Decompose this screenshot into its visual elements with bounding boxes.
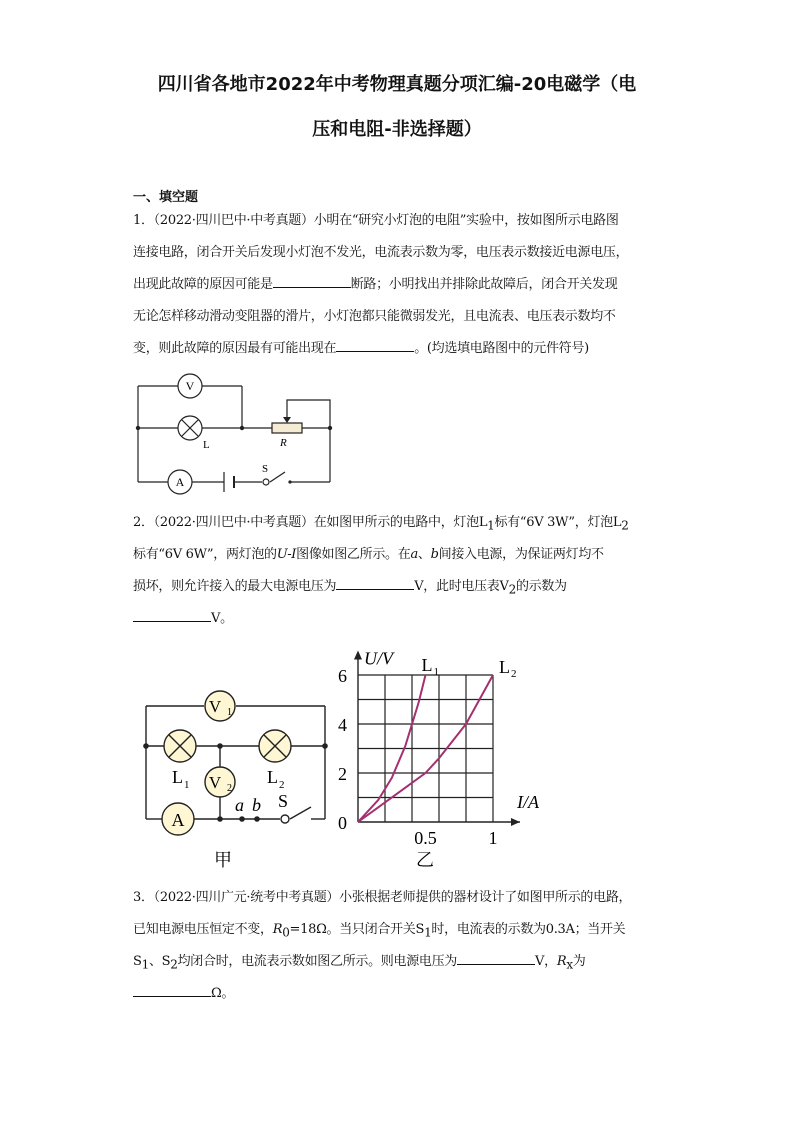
origin-label: 0 <box>338 813 347 833</box>
v1-subscript: 1 <box>227 707 232 718</box>
q2-text: 、 <box>417 547 431 562</box>
junction-dot <box>136 426 140 430</box>
answer-blank[interactable] <box>457 948 535 965</box>
q3-text: =18Ω。当只闭合开关S <box>289 922 425 937</box>
q3-line2 <box>133 914 661 946</box>
q1-line5 <box>133 333 661 365</box>
y-tick-label: 6 <box>338 666 347 686</box>
q1-line4: 无论怎样移动滑动变阻器的滑片，小灯泡都只能微弱发光，且电流表、电压表示数均不 <box>133 309 616 324</box>
lamp-l2-symbol <box>259 730 291 791</box>
q2-text: 2．（2022·四川巴中·中考真题）在如图甲所示的电路中，灯泡L <box>133 515 488 530</box>
q3-line1: 3．（2022·四川广元·统考中考真题）小张根据老师提供的器材设计了如图甲所示的电路， <box>133 890 632 905</box>
question-1 <box>133 205 661 365</box>
switch-symbol <box>262 463 292 485</box>
switch-label: S <box>262 463 269 475</box>
junction-dot <box>217 816 223 822</box>
figure-yi-chart <box>330 644 540 874</box>
answer-blank[interactable] <box>273 271 351 288</box>
q2-text: 标有“6V 3W”，灯泡L <box>494 515 622 530</box>
question-2 <box>133 507 661 635</box>
junction-dot <box>328 426 332 430</box>
q2-italic: U-I <box>276 547 297 562</box>
q3-text: 已知电源电压恒定不变， <box>133 922 273 937</box>
series-label: L <box>421 655 433 675</box>
q3-italic: R <box>272 922 283 937</box>
q2-text: 间接入电源，为保证两灯均不 <box>438 547 604 562</box>
y-axis-arrow <box>354 651 362 660</box>
v2-label: V <box>208 773 222 792</box>
terminal-b-label: b <box>252 795 261 815</box>
subscript: 2 <box>621 518 629 533</box>
q3-text: 时，电流表的示数为0.3A；当开关 <box>431 922 626 937</box>
ammeter-symbol <box>168 470 192 494</box>
lamp-l1-symbol <box>164 730 196 791</box>
junction-dot <box>322 743 328 749</box>
subscript: 2 <box>170 957 178 972</box>
l1-label: L <box>172 767 183 787</box>
q2-line3 <box>133 571 661 603</box>
subscript: 1 <box>487 518 495 533</box>
ammeter-label: A <box>171 810 185 830</box>
series-label-subscript: 1 <box>433 666 439 678</box>
q1-circuit-diagram <box>130 368 340 498</box>
lamp-label: L <box>203 439 210 451</box>
q3-line3 <box>133 946 661 978</box>
terminal-a-label: a <box>235 795 244 815</box>
series-label-subscript: 2 <box>511 668 517 680</box>
q2-text: 标有“6V 6W”，两灯泡的 <box>133 547 277 562</box>
q3-text: 为 <box>572 954 586 969</box>
voltmeter-label: V <box>185 379 195 393</box>
q3-text: 、S <box>148 954 171 969</box>
voltmeter-v1-symbol <box>205 691 235 721</box>
q2-line2 <box>133 539 661 571</box>
q1-text: 。(均选填电路图中的元件符号) <box>414 341 589 356</box>
answer-blank[interactable] <box>133 605 211 622</box>
q1-line2: 连接电路，闭合开关后发现小灯泡不发光，电流表示数为零，电压表示数接近电源电压， <box>133 245 629 260</box>
q1-text: 变，则此故障的原因最有可能出现在 <box>133 341 337 356</box>
junction-dot <box>143 743 149 749</box>
voltmeter-v2-symbol <box>205 767 235 797</box>
answer-blank[interactable] <box>133 980 211 997</box>
x-tick-label: 1 <box>488 828 498 848</box>
terminal-b <box>254 816 260 822</box>
subscript: x <box>566 957 573 972</box>
rheostat-symbol <box>272 417 302 449</box>
q2-line4 <box>133 603 661 635</box>
junction-dot <box>240 426 244 430</box>
q2-line1 <box>133 507 661 539</box>
v2-subscript: 2 <box>227 783 232 794</box>
q3-text: V， <box>535 954 557 969</box>
y-tick-label: 2 <box>338 764 347 784</box>
series-label: L <box>499 657 510 677</box>
page-title-line1: 四川省各地市2022年中考物理真题分项汇编-20电磁学（电 <box>157 74 637 95</box>
q3-line4 <box>133 978 661 1010</box>
junction-dot <box>217 743 223 749</box>
q2-text: 图像如图乙所示。在 <box>296 547 411 562</box>
voltmeter-symbol <box>178 374 202 398</box>
page-title-line2: 压和电阻-非选择题） <box>312 119 482 140</box>
ammeter-symbol <box>162 803 194 835</box>
ammeter-label: A <box>175 475 185 489</box>
rheostat-label: R <box>280 437 287 449</box>
v1-label: V <box>208 697 222 716</box>
switch-label: S <box>278 791 289 811</box>
answer-blank[interactable] <box>336 335 414 352</box>
q2-text: 的示数为 <box>515 579 567 594</box>
y-axis-title: U/V <box>364 648 393 669</box>
answer-blank[interactable] <box>336 573 414 590</box>
subscript: 1 <box>141 957 149 972</box>
q3-text: Ω。 <box>211 986 235 1001</box>
q3-italic: R <box>556 954 567 969</box>
y-tick-label: 4 <box>338 715 347 735</box>
q3-text: S <box>133 954 142 969</box>
q2-italic: b <box>430 547 439 562</box>
subscript: 0 <box>282 925 290 940</box>
q1-text: 断路；小明找出并排除此故障后，闭合开关发现 <box>350 277 618 292</box>
terminal-a <box>239 816 245 822</box>
figure-yi-caption: 乙 <box>416 850 434 870</box>
lamp-symbol <box>178 416 210 451</box>
section-heading: 一、填空题 <box>133 190 199 205</box>
q2-text: V，此时电压表V <box>414 579 509 594</box>
q1-text: 出现此故障的原因可能是 <box>133 277 273 292</box>
x-axis-arrow <box>511 818 520 826</box>
x-axis-title: I/A <box>517 792 539 812</box>
q1-line3 <box>133 269 661 301</box>
figure-jia-caption: 甲 <box>214 850 232 870</box>
q1-line1: 1．（2022·四川巴中·中考真题）小明在“研究小灯泡的电阻”实验中，按如图所示电路图 <box>133 213 619 228</box>
x-tick-label: 0.5 <box>414 828 437 848</box>
battery-symbol <box>224 472 234 492</box>
l2-label: L <box>267 767 278 787</box>
question-3 <box>133 882 661 1010</box>
q2-text: 损坏，则允许接入的最大电源电压为 <box>133 579 337 594</box>
l2-subscript: 2 <box>279 779 285 791</box>
q3-text: 均闭合时，电流表示数如图乙所示。则电源电压为 <box>177 954 458 969</box>
q2-text: V。 <box>211 611 233 626</box>
q2-italic: a <box>410 547 418 562</box>
subscript: 2 <box>508 582 516 597</box>
switch-symbol <box>278 791 289 823</box>
subscript: 1 <box>424 925 432 940</box>
figure-jia-circuit <box>140 686 340 876</box>
l1-subscript: 1 <box>184 779 190 791</box>
